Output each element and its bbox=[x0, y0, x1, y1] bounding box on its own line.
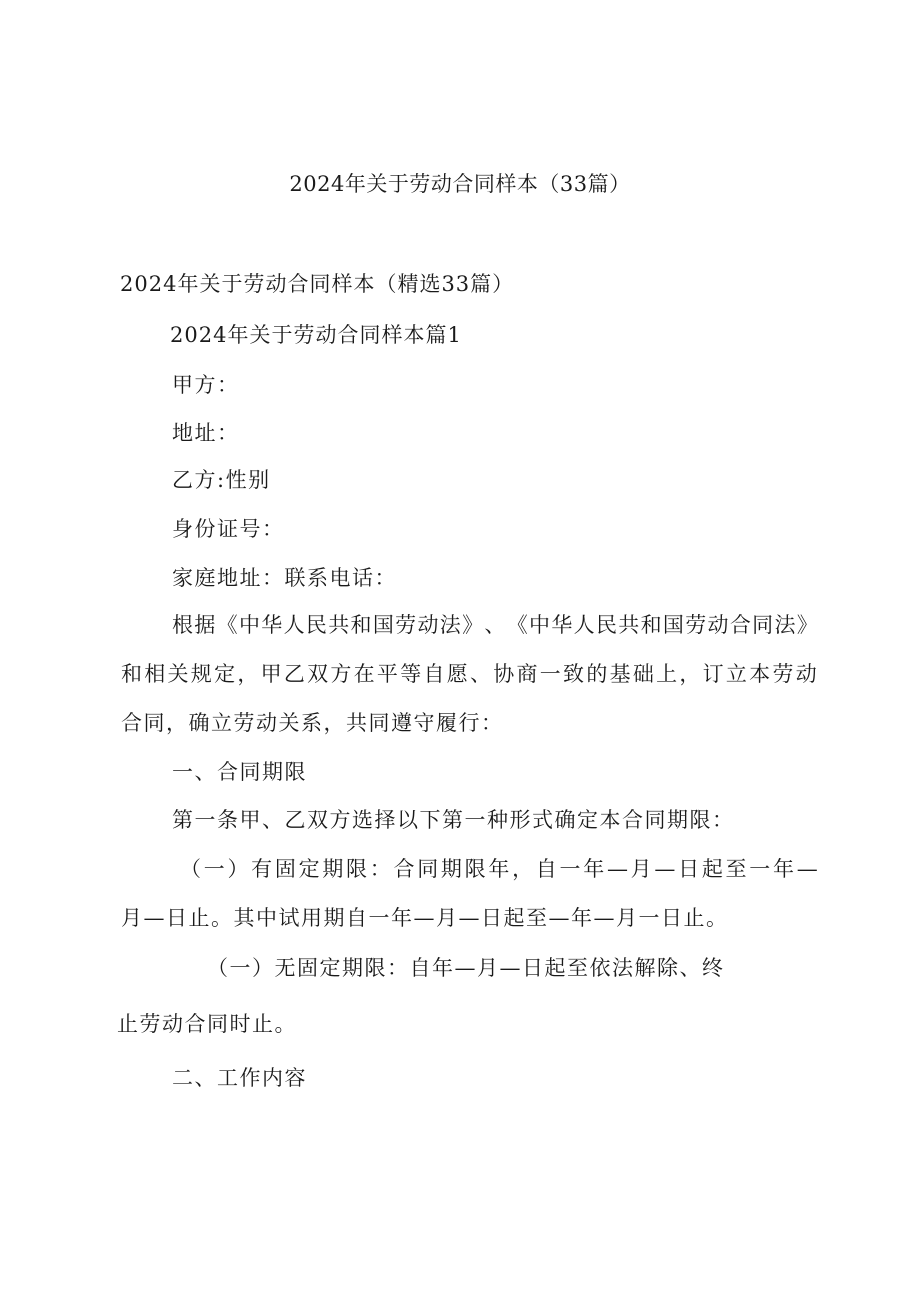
fixed-term-line-1: （ 一 ） 有 固 定 期 限 ： 合 同 期 限 年 ， 自 一 年 — 月 — 日 起 至 一 年 — bbox=[180, 857, 818, 881]
open-term-line-1: （一）无固定期限：自年—月—日起至依法解除、终 bbox=[207, 956, 725, 980]
home-contact-field: 家庭地址：联系电话： bbox=[172, 566, 397, 590]
party-b-field: 乙方:性别 bbox=[172, 468, 271, 492]
preamble-line-3: 合同，确立劳动关系，共同遵守履行： bbox=[121, 711, 504, 735]
id-number-field: 身份证号： bbox=[172, 517, 285, 541]
open-term-line-2: 止劳动合同时止。 bbox=[117, 1012, 297, 1036]
preamble-line-2: 和 相 关 规 定 ， 甲 乙 双 方 在 平 等 自 愿 、 协 商 一 致 的 基 础 上 ， 订 立 本 劳 动 bbox=[121, 662, 817, 686]
document-subtitle: 2024年关于劳动合同样本（精选33篇） bbox=[120, 272, 515, 296]
chapter-2-heading: 二、工作内容 bbox=[172, 1066, 307, 1090]
chapter-1-heading: 一、合同期限 bbox=[172, 760, 307, 784]
document-title: 2024年关于劳动合同样本（33篇） bbox=[289, 172, 631, 196]
party-a-field: 甲方： bbox=[172, 373, 240, 397]
preamble-line-1: 根 据 《 中 华 人 民 共 和 国 劳 动 法 》 、 《 中 华 人 民 共 和 国 劳 动 合 同 法 》 bbox=[172, 613, 818, 637]
address-field: 地址： bbox=[172, 421, 240, 445]
article-1: 第一条甲、乙双方选择以下第一种形式确定本合同期限： bbox=[172, 808, 735, 832]
fixed-term-line-2: 月—日止。其中试用期自一年—月—日起至—年—月一日止。 bbox=[121, 906, 729, 930]
section-heading: 2024年关于劳动合同样本篇1 bbox=[170, 323, 462, 347]
